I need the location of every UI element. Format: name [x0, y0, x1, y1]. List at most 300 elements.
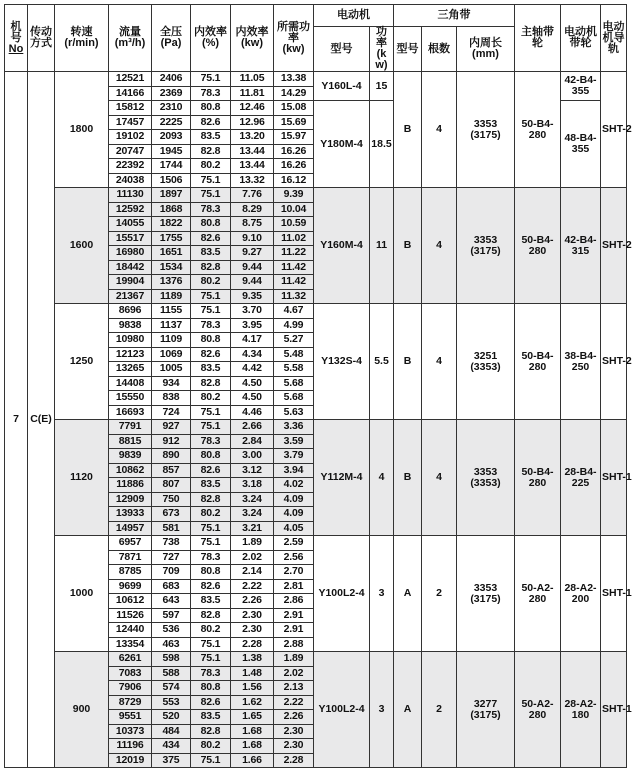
flow-cell: 19904 [109, 275, 152, 290]
required-power-cell: 2.30 [274, 739, 314, 754]
required-power-cell: 4.09 [274, 492, 314, 507]
belt-model-cell: B [394, 72, 422, 188]
internal-power-cell: 2.02 [231, 550, 274, 565]
pressure-cell: 1822 [152, 217, 191, 232]
belt-model-cell: B [394, 304, 422, 420]
efficiency-cell: 82.6 [191, 115, 231, 130]
col-drive: 传动方式 [28, 5, 55, 72]
pressure-cell: 2093 [152, 130, 191, 145]
efficiency-cell: 82.6 [191, 463, 231, 478]
internal-power-cell: 3.18 [231, 478, 274, 493]
table-row [5, 72, 627, 87]
internal-power-cell: 8.29 [231, 202, 274, 217]
internal-power-cell: 2.84 [231, 434, 274, 449]
col-motor-power: 功率 (kw) [370, 27, 394, 72]
required-power-cell: 2.91 [274, 623, 314, 638]
internal-power-cell: 1.68 [231, 739, 274, 754]
internal-power-cell: 2.66 [231, 420, 274, 435]
pressure-cell: 553 [152, 695, 191, 710]
required-power-cell: 11.32 [274, 289, 314, 304]
pressure-cell: 2310 [152, 101, 191, 116]
pressure-cell: 1376 [152, 275, 191, 290]
pressure-cell: 1189 [152, 289, 191, 304]
required-power-cell: 4.05 [274, 521, 314, 536]
required-power-cell: 2.28 [274, 753, 314, 768]
efficiency-cell: 75.1 [191, 652, 231, 667]
belt-length-cell: 3251 (3353) [457, 304, 515, 420]
belt-length-cell: 3277 (3175) [457, 652, 515, 768]
required-power-cell: 9.39 [274, 188, 314, 203]
motor-pulley-cell: 42-B4- 315 [561, 188, 601, 304]
internal-power-cell: 12.46 [231, 101, 274, 116]
flow-cell: 9839 [109, 449, 152, 464]
internal-power-cell: 4.17 [231, 333, 274, 348]
internal-power-cell: 12.96 [231, 115, 274, 130]
internal-power-cell: 13.20 [231, 130, 274, 145]
internal-power-cell: 3.24 [231, 507, 274, 522]
efficiency-cell: 80.8 [191, 217, 231, 232]
col-pressure: 全压 (Pa) [152, 5, 191, 72]
motor-power-cell: 11 [370, 188, 394, 304]
flow-cell: 14055 [109, 217, 152, 232]
flow-cell: 15517 [109, 231, 152, 246]
flow-cell: 10612 [109, 594, 152, 609]
flow-cell: 9699 [109, 579, 152, 594]
speed-cell: 1000 [55, 536, 109, 652]
col-motor-model: 型号 [314, 27, 370, 72]
table-row [5, 420, 627, 435]
belt-length-cell: 3353 (3353) [457, 420, 515, 536]
motor-pulley-cell: 38-B4- 250 [561, 304, 601, 420]
pressure-cell: 1506 [152, 173, 191, 188]
internal-power-cell: 3.21 [231, 521, 274, 536]
pressure-cell: 536 [152, 623, 191, 638]
efficiency-cell: 82.8 [191, 724, 231, 739]
required-power-cell: 5.63 [274, 405, 314, 420]
efficiency-cell: 80.2 [191, 391, 231, 406]
required-power-cell: 2.88 [274, 637, 314, 652]
motor-power-cell: 15 [370, 72, 394, 101]
table-row [5, 188, 627, 203]
internal-power-cell: 2.14 [231, 565, 274, 580]
efficiency-cell: 82.8 [191, 376, 231, 391]
required-power-cell: 2.26 [274, 710, 314, 725]
efficiency-cell: 78.3 [191, 202, 231, 217]
pressure-cell: 727 [152, 550, 191, 565]
efficiency-cell: 80.2 [191, 275, 231, 290]
pressure-cell: 1868 [152, 202, 191, 217]
flow-cell: 17457 [109, 115, 152, 130]
belt-count-cell: 2 [422, 536, 457, 652]
pressure-cell: 934 [152, 376, 191, 391]
efficiency-cell: 78.3 [191, 550, 231, 565]
flow-cell: 10980 [109, 333, 152, 348]
machine-no-cell: 7 [5, 72, 28, 768]
efficiency-cell: 78.3 [191, 666, 231, 681]
motor-rail-cell: SHT-2 [601, 72, 627, 188]
efficiency-cell: 75.1 [191, 72, 231, 87]
internal-power-cell: 11.81 [231, 86, 274, 101]
efficiency-cell: 82.6 [191, 231, 231, 246]
flow-cell: 19102 [109, 130, 152, 145]
table-row [5, 652, 627, 667]
motor-model-cell: Y100L2-4 [314, 652, 370, 768]
pressure-cell: 927 [152, 420, 191, 435]
internal-power-cell: 1.38 [231, 652, 274, 667]
internal-power-cell: 4.34 [231, 347, 274, 362]
efficiency-cell: 75.1 [191, 188, 231, 203]
flow-cell: 13265 [109, 362, 152, 377]
efficiency-cell: 75.1 [191, 521, 231, 536]
pressure-cell: 1755 [152, 231, 191, 246]
main-pulley-cell: 50-B4- 280 [515, 420, 561, 536]
flow-cell: 6957 [109, 536, 152, 551]
efficiency-cell: 83.5 [191, 362, 231, 377]
efficiency-cell: 82.6 [191, 695, 231, 710]
internal-power-cell: 3.12 [231, 463, 274, 478]
flow-cell: 22392 [109, 159, 152, 174]
efficiency-cell: 83.5 [191, 478, 231, 493]
required-power-cell: 3.94 [274, 463, 314, 478]
required-power-cell: 10.04 [274, 202, 314, 217]
pressure-cell: 2225 [152, 115, 191, 130]
flow-cell: 8696 [109, 304, 152, 319]
flow-cell: 20747 [109, 144, 152, 159]
col-belt-count: 根数 [422, 27, 457, 72]
flow-cell: 21367 [109, 289, 152, 304]
pressure-cell: 1651 [152, 246, 191, 261]
col-main-pulley: 主轴带轮 [515, 5, 561, 72]
flow-cell: 12019 [109, 753, 152, 768]
efficiency-cell: 80.8 [191, 449, 231, 464]
flow-cell: 14166 [109, 86, 152, 101]
flow-cell: 9838 [109, 318, 152, 333]
required-power-cell: 16.26 [274, 144, 314, 159]
motor-pulley-cell: 28-A2- 180 [561, 652, 601, 768]
flow-cell: 12521 [109, 72, 152, 87]
flow-cell: 10862 [109, 463, 152, 478]
pressure-cell: 683 [152, 579, 191, 594]
pressure-cell: 890 [152, 449, 191, 464]
motor-model-cell: Y160M-4 [314, 188, 370, 304]
efficiency-cell: 75.1 [191, 637, 231, 652]
flow-cell: 11196 [109, 739, 152, 754]
internal-power-cell: 7.76 [231, 188, 274, 203]
efficiency-cell: 80.2 [191, 507, 231, 522]
pressure-cell: 463 [152, 637, 191, 652]
flow-cell: 15550 [109, 391, 152, 406]
pressure-cell: 738 [152, 536, 191, 551]
efficiency-cell: 75.1 [191, 536, 231, 551]
group-motor: 电动机 [314, 5, 394, 27]
col-machine-no: 机号 No [5, 5, 28, 72]
motor-power-cell: 3 [370, 536, 394, 652]
motor-rail-cell: SHT-2 [601, 188, 627, 304]
efficiency-cell: 83.5 [191, 246, 231, 261]
flow-cell: 24038 [109, 173, 152, 188]
internal-power-cell: 1.56 [231, 681, 274, 696]
required-power-cell: 3.59 [274, 434, 314, 449]
required-power-cell: 5.68 [274, 376, 314, 391]
col-motor-rail: 电动机导轨 [601, 5, 627, 72]
required-power-cell: 4.09 [274, 507, 314, 522]
motor-model-cell: Y180M-4 [314, 101, 370, 188]
belt-model-cell: A [394, 536, 422, 652]
internal-power-cell: 11.05 [231, 72, 274, 87]
required-power-cell: 15.08 [274, 101, 314, 116]
internal-power-cell: 2.30 [231, 608, 274, 623]
pressure-cell: 1005 [152, 362, 191, 377]
flow-cell: 15812 [109, 101, 152, 116]
speed-cell: 900 [55, 652, 109, 768]
efficiency-cell: 83.5 [191, 130, 231, 145]
flow-cell: 7083 [109, 666, 152, 681]
pressure-cell: 598 [152, 652, 191, 667]
required-power-cell: 5.48 [274, 347, 314, 362]
required-power-cell: 2.56 [274, 550, 314, 565]
pressure-cell: 1109 [152, 333, 191, 348]
flow-cell: 9551 [109, 710, 152, 725]
motor-model-cell: Y112M-4 [314, 420, 370, 536]
required-power-cell: 14.29 [274, 86, 314, 101]
motor-model-cell: Y100L2-4 [314, 536, 370, 652]
flow-cell: 18442 [109, 260, 152, 275]
motor-pulley-cell: 42-B4- 355 [561, 72, 601, 101]
drive-cell: C(E) [28, 72, 55, 768]
pressure-cell: 724 [152, 405, 191, 420]
pressure-cell: 709 [152, 565, 191, 580]
motor-rail-cell: SHT-1 [601, 652, 627, 768]
pressure-cell: 1744 [152, 159, 191, 174]
pressure-cell: 484 [152, 724, 191, 739]
efficiency-cell: 80.8 [191, 101, 231, 116]
internal-power-cell: 9.10 [231, 231, 274, 246]
internal-power-cell: 1.66 [231, 753, 274, 768]
pressure-cell: 673 [152, 507, 191, 522]
required-power-cell: 16.26 [274, 159, 314, 174]
belt-model-cell: B [394, 188, 422, 304]
efficiency-cell: 80.8 [191, 333, 231, 348]
flow-cell: 7906 [109, 681, 152, 696]
required-power-cell: 13.38 [274, 72, 314, 87]
pressure-cell: 1155 [152, 304, 191, 319]
table-body [5, 72, 632, 768]
flow-cell: 11886 [109, 478, 152, 493]
required-power-cell: 3.36 [274, 420, 314, 435]
belt-length-cell: 3353 (3175) [457, 72, 515, 188]
pressure-cell: 375 [152, 753, 191, 768]
efficiency-cell: 80.8 [191, 565, 231, 580]
col-internal-efficiency: 内效率 (%) [191, 5, 231, 72]
flow-cell: 14957 [109, 521, 152, 536]
belt-count-cell: 4 [422, 188, 457, 304]
efficiency-cell: 83.5 [191, 710, 231, 725]
required-power-cell: 4.67 [274, 304, 314, 319]
pressure-cell: 857 [152, 463, 191, 478]
efficiency-cell: 80.8 [191, 681, 231, 696]
required-power-cell: 2.13 [274, 681, 314, 696]
pressure-cell: 520 [152, 710, 191, 725]
pressure-cell: 2369 [152, 86, 191, 101]
flow-cell: 13933 [109, 507, 152, 522]
flow-cell: 16693 [109, 405, 152, 420]
internal-power-cell: 2.28 [231, 637, 274, 652]
col-speed: 转速 (r/min) [55, 5, 109, 72]
flow-cell: 8815 [109, 434, 152, 449]
col-flow: 流量 (m³/h) [109, 5, 152, 72]
internal-power-cell: 9.35 [231, 289, 274, 304]
internal-power-cell: 1.68 [231, 724, 274, 739]
speed-cell: 1600 [55, 188, 109, 304]
internal-power-cell: 1.65 [231, 710, 274, 725]
flow-cell: 11526 [109, 608, 152, 623]
belt-length-cell: 3353 (3175) [457, 536, 515, 652]
efficiency-cell: 75.1 [191, 289, 231, 304]
required-power-cell: 5.68 [274, 391, 314, 406]
required-power-cell: 2.22 [274, 695, 314, 710]
flow-cell: 13354 [109, 637, 152, 652]
motor-model-cell: Y132S-4 [314, 304, 370, 420]
flow-cell: 12440 [109, 623, 152, 638]
flow-cell: 11130 [109, 188, 152, 203]
pressure-cell: 750 [152, 492, 191, 507]
col-required-power: 所需功率 (kw) [274, 5, 314, 72]
efficiency-cell: 75.1 [191, 753, 231, 768]
required-power-cell: 11.42 [274, 275, 314, 290]
efficiency-cell: 83.5 [191, 594, 231, 609]
required-power-cell: 1.89 [274, 652, 314, 667]
efficiency-cell: 82.8 [191, 260, 231, 275]
efficiency-cell: 78.3 [191, 318, 231, 333]
motor-power-cell: 5.5 [370, 304, 394, 420]
internal-power-cell: 9.27 [231, 246, 274, 261]
required-power-cell: 4.99 [274, 318, 314, 333]
motor-pulley-cell: 28-A2- 200 [561, 536, 601, 652]
main-pulley-cell: 50-A2- 280 [515, 536, 561, 652]
internal-power-cell: 2.22 [231, 579, 274, 594]
efficiency-cell: 82.8 [191, 492, 231, 507]
internal-power-cell: 2.30 [231, 623, 274, 638]
required-power-cell: 11.02 [274, 231, 314, 246]
belt-count-cell: 2 [422, 652, 457, 768]
efficiency-cell: 78.3 [191, 86, 231, 101]
belt-count-cell: 4 [422, 304, 457, 420]
pressure-cell: 1069 [152, 347, 191, 362]
speed-cell: 1250 [55, 304, 109, 420]
efficiency-cell: 78.3 [191, 434, 231, 449]
efficiency-cell: 82.8 [191, 144, 231, 159]
efficiency-cell: 80.2 [191, 623, 231, 638]
pressure-cell: 2406 [152, 72, 191, 87]
internal-power-cell: 13.32 [231, 173, 274, 188]
pressure-cell: 838 [152, 391, 191, 406]
internal-power-cell: 3.70 [231, 304, 274, 319]
internal-power-cell: 3.95 [231, 318, 274, 333]
internal-power-cell: 4.50 [231, 376, 274, 391]
pressure-cell: 581 [152, 521, 191, 536]
efficiency-cell: 80.2 [191, 159, 231, 174]
flow-cell: 8785 [109, 565, 152, 580]
fan-performance-table [4, 4, 632, 768]
internal-power-cell: 13.44 [231, 159, 274, 174]
internal-power-cell: 1.62 [231, 695, 274, 710]
pressure-cell: 1137 [152, 318, 191, 333]
main-pulley-cell: 50-B4- 280 [515, 304, 561, 420]
efficiency-cell: 82.6 [191, 579, 231, 594]
internal-power-cell: 4.50 [231, 391, 274, 406]
speed-cell: 1120 [55, 420, 109, 536]
internal-power-cell: 9.44 [231, 260, 274, 275]
pressure-cell: 912 [152, 434, 191, 449]
belt-length-cell: 3353 (3175) [457, 188, 515, 304]
required-power-cell: 2.30 [274, 724, 314, 739]
pressure-cell: 574 [152, 681, 191, 696]
belt-model-cell: A [394, 652, 422, 768]
efficiency-cell: 82.8 [191, 608, 231, 623]
internal-power-cell: 2.26 [231, 594, 274, 609]
required-power-cell: 2.81 [274, 579, 314, 594]
efficiency-cell: 80.2 [191, 739, 231, 754]
internal-power-cell: 9.44 [231, 275, 274, 290]
internal-power-cell: 3.00 [231, 449, 274, 464]
required-power-cell: 11.42 [274, 260, 314, 275]
motor-power-cell: 4 [370, 420, 394, 536]
required-power-cell: 11.22 [274, 246, 314, 261]
required-power-cell: 2.91 [274, 608, 314, 623]
required-power-cell: 16.12 [274, 173, 314, 188]
flow-cell: 7791 [109, 420, 152, 435]
required-power-cell: 5.27 [274, 333, 314, 348]
efficiency-cell: 82.6 [191, 347, 231, 362]
speed-cell: 1800 [55, 72, 109, 188]
required-power-cell: 4.02 [274, 478, 314, 493]
efficiency-cell: 75.1 [191, 405, 231, 420]
pressure-cell: 588 [152, 666, 191, 681]
flow-cell: 10373 [109, 724, 152, 739]
flow-cell: 7871 [109, 550, 152, 565]
pressure-cell: 597 [152, 608, 191, 623]
required-power-cell: 3.79 [274, 449, 314, 464]
flow-cell: 12123 [109, 347, 152, 362]
main-pulley-cell: 50-B4- 280 [515, 188, 561, 304]
internal-power-cell: 1.89 [231, 536, 274, 551]
efficiency-cell: 75.1 [191, 173, 231, 188]
pressure-cell: 643 [152, 594, 191, 609]
main-pulley-cell: 50-B4- 280 [515, 72, 561, 188]
motor-power-cell: 18.5 [370, 101, 394, 188]
pressure-cell: 1534 [152, 260, 191, 275]
table-row [5, 536, 627, 551]
required-power-cell: 15.69 [274, 115, 314, 130]
pressure-cell: 1897 [152, 188, 191, 203]
required-power-cell: 2.59 [274, 536, 314, 551]
pressure-cell: 434 [152, 739, 191, 754]
col-internal-power: 内效率 (kw) [231, 5, 274, 72]
pressure-cell: 807 [152, 478, 191, 493]
belt-count-cell: 4 [422, 420, 457, 536]
required-power-cell: 15.97 [274, 130, 314, 145]
col-belt-length: 内周长 (mm) [457, 27, 515, 72]
belt-count-cell: 4 [422, 72, 457, 188]
required-power-cell: 2.86 [274, 594, 314, 609]
flow-cell: 16980 [109, 246, 152, 261]
motor-rail-cell: SHT-1 [601, 536, 627, 652]
required-power-cell: 2.70 [274, 565, 314, 580]
internal-power-cell: 1.48 [231, 666, 274, 681]
internal-power-cell: 13.44 [231, 144, 274, 159]
motor-rail-cell: SHT-2 [601, 304, 627, 420]
required-power-cell: 2.02 [274, 666, 314, 681]
